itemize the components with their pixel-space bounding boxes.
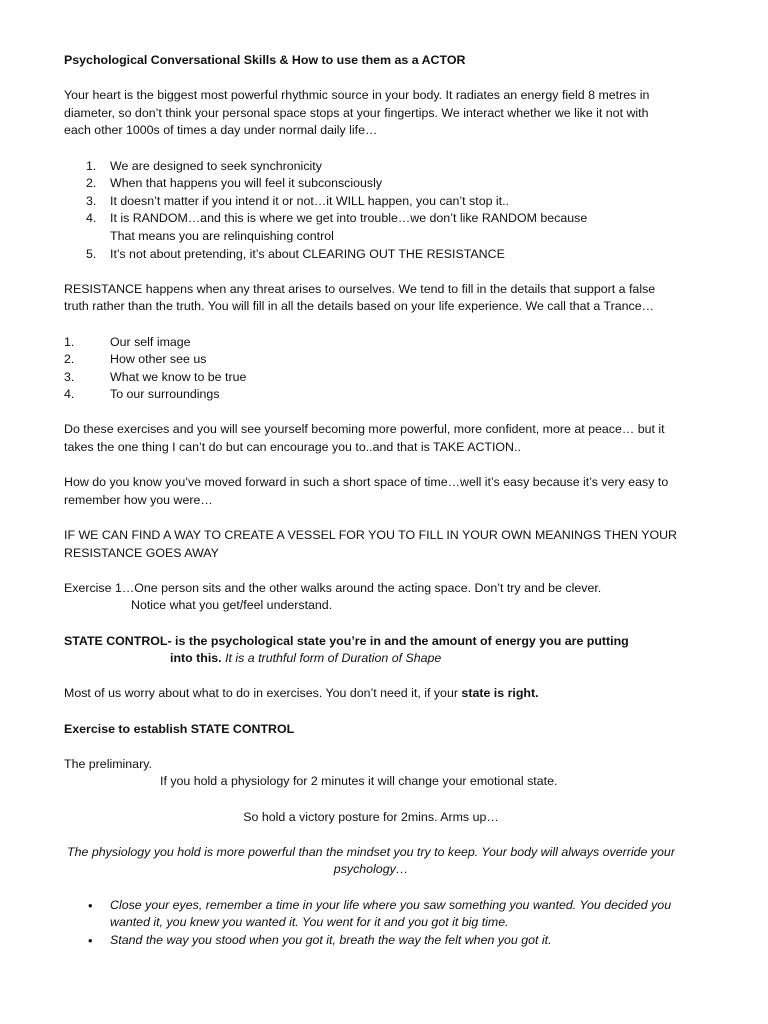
list-item: 2. How other see us <box>64 352 207 367</box>
worry-paragraph: Most of us worry about what to do in exercises. You don’t need it, if your state is right. <box>64 686 539 701</box>
list-item: • Stand the way you stood when you got it, breath the way the felt when you got it. <box>88 932 552 948</box>
list-item: 1. We are designed to seek synchronicity <box>86 158 322 173</box>
exercise1-line2: Notice what you get/feel understand. <box>131 598 333 613</box>
list-item: 3. It doesn’t matter if you intend it or not…it WILL happen, you can’t stop it.. <box>86 193 510 208</box>
list-item: 3. What we know to be true <box>64 369 247 384</box>
bullet-icon: • <box>88 897 93 913</box>
state-control-line2: into this. It is a truthful form of Duration of Shape <box>170 651 442 666</box>
list-item: 4. It is RANDOM…and this is where we get into trouble…we don’t like RANDOM because That means you are relinquishing control <box>86 211 588 243</box>
list-item: • Close your eyes, remember a time in your life where you saw something you wanted. You decided you wanted it, you knew you wanted it. You went for it and you got it big time. <box>88 897 672 930</box>
victory-line: So hold a victory posture for 2mins. Arms up… <box>243 809 499 824</box>
physiology-italic: The physiology you hold is more powerful than the mindset you try to keep. Your body will always override your psychology… <box>67 844 675 877</box>
list-item: 2. When that happens you will feel it subconsciously <box>86 176 383 191</box>
numbered-list-1 <box>64 158 678 264</box>
document-title: Psychological Conversational Skills & How to use them as a ACTOR <box>64 53 466 67</box>
numbered-list-2 <box>64 334 678 404</box>
bullet-icon: • <box>88 932 93 948</box>
physiology-hold: If you hold a physiology for 2 minutes it will change your emotional state. <box>160 774 558 789</box>
list-item: 1. Our self image <box>64 334 191 349</box>
intro-paragraph: Your heart is the biggest most powerful rhythmic source in your body. It radiates an energy field 8 metres in diameter, so don’t think your personal space stops at your fingertips. We interact whether we like it not with each other 1000s of times a day under normal daily life… <box>64 88 650 138</box>
list-item: 5. It’s not about pretending, it’s about CLEARING OUT THE RESISTANCE <box>86 246 505 261</box>
exercise1-line1: Exercise 1…One person sits and the other walks around the acting space. Don’t try and be clever. <box>64 580 602 595</box>
preliminary-label: The preliminary. <box>64 756 152 771</box>
vessel-paragraph: IF WE CAN FIND A WAY TO CREATE A VESSEL FOR YOU TO FILL IN YOUR OWN MEANINGS THEN YOUR RESISTANCE GOES AWAY <box>64 528 677 560</box>
list-item: 4. To our surroundings <box>64 387 220 402</box>
state-control-line1: STATE CONTROL- is the psychological state you’re in and the amount of energy you are putting <box>64 633 629 648</box>
resistance-paragraph: RESISTANCE happens when any threat arises to ourselves. We tend to fill in the details that support a false truth rather than the truth. You will fill in all the details based on your life experience. We call that a Trance… <box>64 281 656 314</box>
exercises-paragraph: Do these exercises and you will see yourself becoming more powerful, more confident, more at peace… but it takes the one thing I can’t do but can encourage you to..and that is TAKE ACTION.. <box>64 422 665 455</box>
moved-paragraph: How do you know you’ve moved forward in such a short space of time…well it’s easy because it’s very easy to remember how you were… <box>64 475 669 507</box>
bullet-list <box>64 897 678 950</box>
establish-heading: Exercise to establish STATE CONTROL <box>64 721 295 736</box>
